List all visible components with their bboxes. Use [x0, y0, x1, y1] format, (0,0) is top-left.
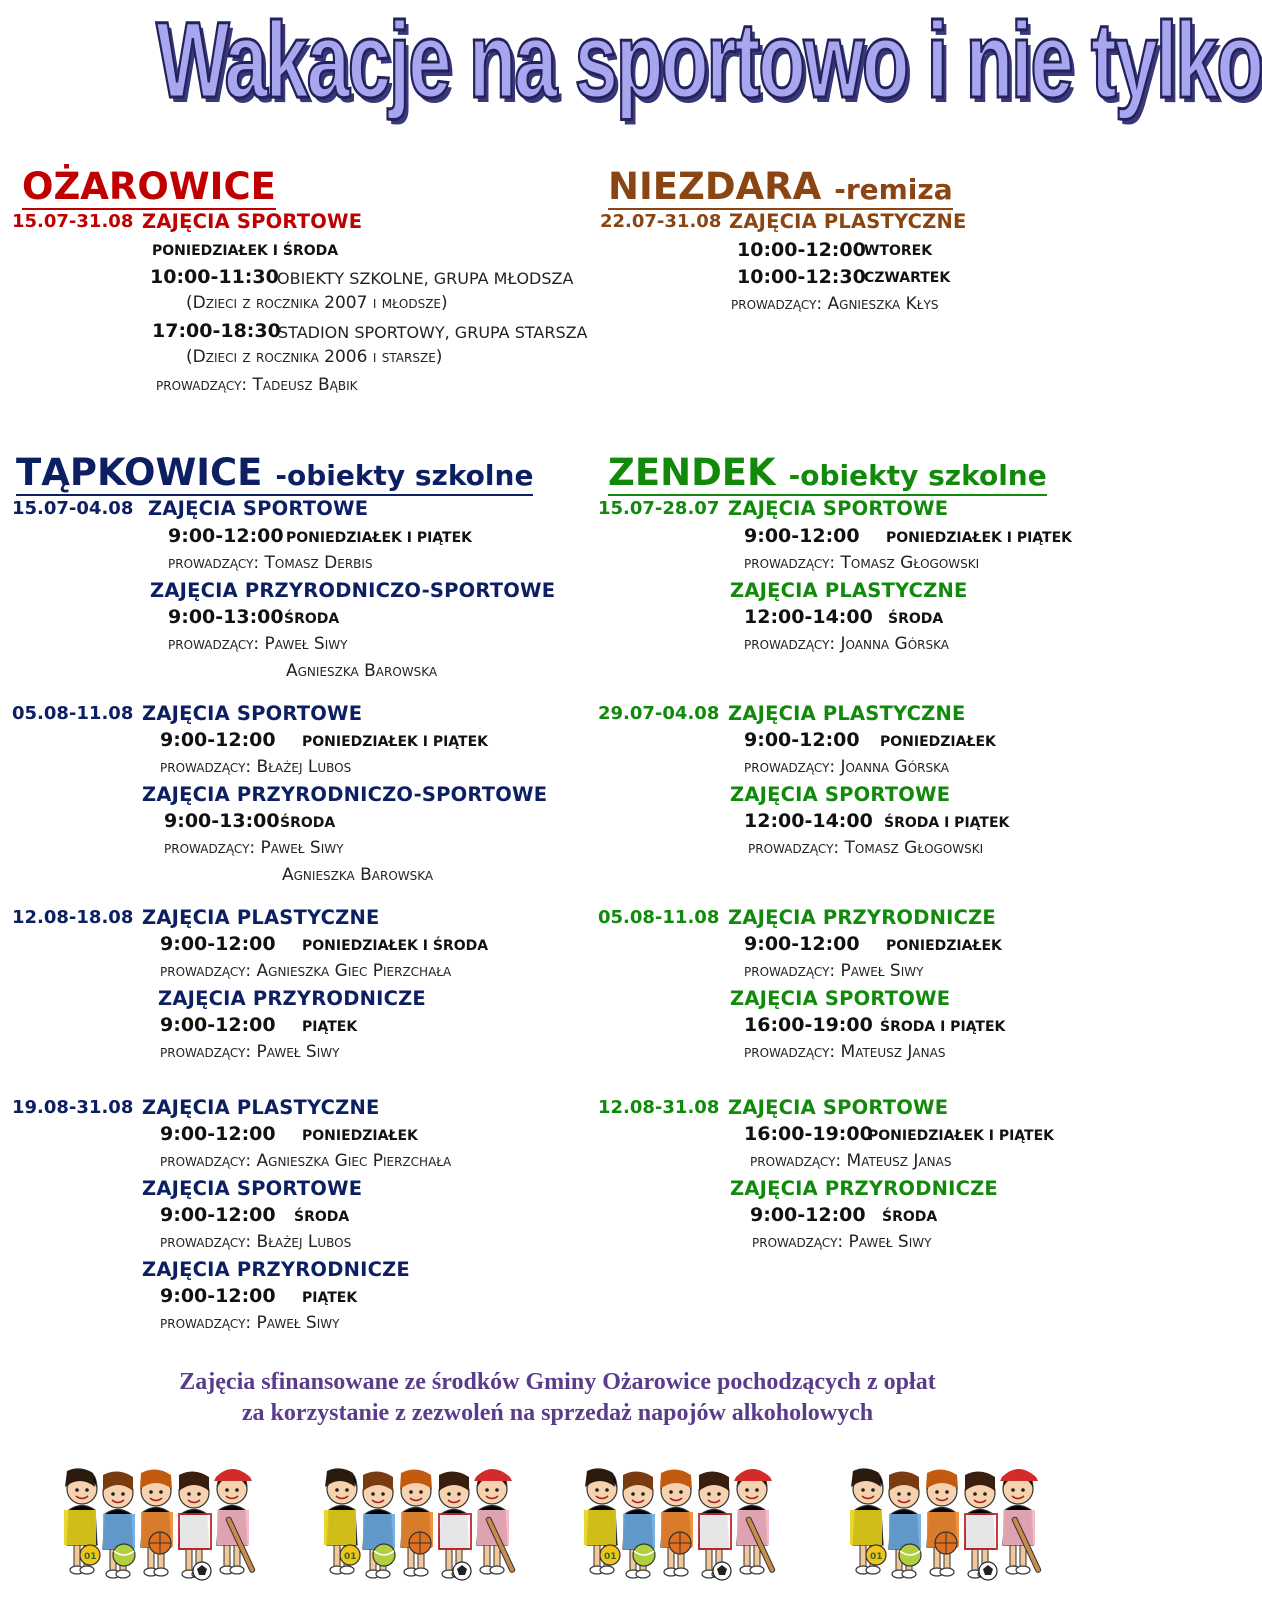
ozarowice-date: 15.07-31.08: [12, 211, 134, 232]
zendek-p1-date: 15.07-28.07: [598, 498, 720, 519]
kids-with-sports-balls-icon: [582, 1455, 782, 1585]
tapkowice-p4-a3-time: 9:00-12:00: [160, 1285, 276, 1307]
tapkowice-p2-a2-day: ŚRODA: [280, 815, 336, 831]
zendek-p4-a2-leader: prowadzący: Paweł Siwy: [752, 1232, 932, 1252]
tapkowice-p4-a1-day: PONIEDZIAŁEK: [302, 1128, 418, 1144]
zendek-p1-activity1: ZAJĘCIA SPORTOWE: [728, 497, 949, 520]
page-title: Wakacje na sportowo i nie tylko: [156, 0, 1262, 120]
zendek-p3-a2-leader: prowadzący: Mateusz Janas: [744, 1042, 946, 1062]
tapkowice-location: -obiekty szkolne: [275, 459, 534, 492]
zendek-p4-activity2: ZAJĘCIA PRZYRODNICZE: [730, 1177, 998, 1200]
tapkowice-p2-date: 05.08-11.08: [12, 703, 134, 724]
zendek-p1-activity2: ZAJĘCIA PLASTYCZNE: [730, 579, 968, 602]
niezdara-slot2-day: CZWARTEK: [864, 270, 951, 286]
niezdara-leader: prowadzący: Agnieszka Kłys: [731, 294, 939, 314]
tapkowice-heading: [16, 451, 534, 494]
zendek-p4-a2-day: ŚRODA: [882, 1209, 938, 1225]
tapkowice-p2-activity2: ZAJĘCIA PRZYRODNICZO-SPORTOWE: [142, 783, 548, 806]
ozarowice-slot2-note: (Dzieci z rocznika 2006 i starsze): [186, 347, 443, 367]
zendek-name: ZENDEK: [608, 451, 776, 494]
funding-note-line2: za korzystanie z zezwoleń na sprzedaż napojów alkoholowych: [241, 1400, 874, 1427]
zendek-p4-a1-time: 16:00-19:00: [744, 1123, 873, 1145]
tapkowice-p4-date: 19.08-31.08: [12, 1097, 134, 1118]
zendek-p1-a2-day: ŚRODA: [888, 611, 944, 627]
zendek-p3-a1-leader: prowadzący: Paweł Siwy: [744, 961, 924, 981]
tapkowice-p2-activity1: ZAJĘCIA SPORTOWE: [142, 702, 363, 725]
zendek-p3-a2-time: 16:00-19:00: [744, 1014, 873, 1036]
tapkowice-p1-a2-day: ŚRODA: [284, 611, 340, 627]
zendek-p3-activity2: ZAJĘCIA SPORTOWE: [730, 987, 951, 1010]
ozarowice-days: PONIEDZIAŁEK I ŚRODA: [152, 243, 339, 259]
tapkowice-p1-date: 15.07-04.08: [12, 498, 134, 519]
zendek-p3-activity1: ZAJĘCIA PRZYRODNICZE: [728, 906, 996, 929]
ozarowice-slot1-note: (Dzieci z rocznika 2007 i młodsze): [186, 293, 448, 313]
tapkowice-p4-a1-leader: prowadzący: Agnieszka Giec Pierzchała: [160, 1151, 452, 1171]
tapkowice-p2-a1-leader: prowadzący: Błażej Lubos: [160, 757, 352, 777]
tapkowice-p4-activity3: ZAJĘCIA PRZYRODNICZE: [142, 1258, 410, 1281]
zendek-location: -obiekty szkolne: [788, 459, 1047, 492]
niezdara-location: -remiza: [834, 173, 953, 206]
tapkowice-p3-date: 12.08-18.08: [12, 907, 134, 928]
zendek-p4-activity1: ZAJĘCIA SPORTOWE: [728, 1096, 949, 1119]
ozarowice-slot2-time: 17:00-18:30: [152, 320, 281, 342]
ozarowice-leader: prowadzący: Tadeusz Bąbik: [156, 375, 358, 395]
tapkowice-p3-a1-time: 9:00-12:00: [160, 933, 276, 955]
zendek-p4-a2-time: 9:00-12:00: [750, 1204, 866, 1226]
tapkowice-p2-a1-time: 9:00-12:00: [160, 729, 276, 751]
tapkowice-p3-a1-day: PONIEDZIAŁEK I ŚRODA: [302, 938, 489, 954]
kids-with-sports-balls-icon: [62, 1455, 262, 1585]
zendek-p3-a1-time: 9:00-12:00: [744, 933, 860, 955]
tapkowice-p3-a2-time: 9:00-12:00: [160, 1014, 276, 1036]
ozarowice-activity: ZAJĘCIA SPORTOWE: [142, 210, 363, 233]
kids-with-sports-balls-icon: [322, 1455, 522, 1585]
zendek-p2-a2-leader: prowadzący: Tomasz Głogowski: [748, 838, 984, 858]
tapkowice-p1-activity2: ZAJĘCIA PRZYRODNICZO-SPORTOWE: [150, 579, 556, 602]
zendek-p2-date: 29.07-04.08: [598, 703, 720, 724]
zendek-p1-a1-day: PONIEDZIAŁEK I PIĄTEK: [886, 530, 1073, 546]
tapkowice-p2-a2-time: 9:00-13:00: [164, 810, 280, 832]
niezdara-slot1-time: 10:00-12:00: [737, 239, 866, 261]
zendek-p1-a1-leader: prowadzący: Tomasz Głogowski: [744, 553, 980, 573]
tapkowice-p3-a2-leader: prowadzący: Paweł Siwy: [160, 1042, 340, 1062]
tapkowice-p2-a2-leader2: Agnieszka Barowska: [282, 865, 434, 885]
tapkowice-p4-a2-day: ŚRODA: [294, 1209, 350, 1225]
niezdara-activity: ZAJĘCIA PLASTYCZNE: [729, 210, 967, 233]
tapkowice-p1-a2-time: 9:00-13:00: [168, 606, 284, 628]
niezdara-date: 22.07-31.08: [600, 211, 722, 232]
zendek-p3-date: 05.08-11.08: [598, 907, 720, 928]
ozarowice-name: OŻAROWICE: [22, 165, 276, 208]
ozarowice-slot1-time: 10:00-11:30: [150, 266, 279, 288]
tapkowice-p1-a1-time: 9:00-12:00: [168, 525, 284, 547]
tapkowice-p4-activity1: ZAJĘCIA PLASTYCZNE: [142, 1096, 380, 1119]
tapkowice-p4-activity2: ZAJĘCIA SPORTOWE: [142, 1177, 363, 1200]
ozarowice-heading: [22, 165, 276, 208]
ozarowice-slot2-place: STADION SPORTOWY, GRUPA STARSZA: [278, 323, 588, 342]
zendek-p1-a1-time: 9:00-12:00: [744, 525, 860, 547]
niezdara-name: NIEZDARA: [608, 165, 822, 208]
tapkowice-p3-a2-day: PIĄTEK: [302, 1019, 358, 1035]
zendek-p2-a1-day: PONIEDZIAŁEK: [880, 734, 996, 750]
zendek-p2-activity2: ZAJĘCIA SPORTOWE: [730, 783, 951, 806]
kids-with-sports-balls-icon: [848, 1455, 1048, 1585]
tapkowice-p4-a2-time: 9:00-12:00: [160, 1204, 276, 1226]
tapkowice-p4-a2-leader: prowadzący: Błażej Lubos: [160, 1232, 352, 1252]
tapkowice-name: TĄPKOWICE: [16, 451, 263, 494]
zendek-p4-a1-leader: prowadzący: Mateusz Janas: [750, 1151, 952, 1171]
tapkowice-p4-a3-day: PIĄTEK: [302, 1290, 358, 1306]
tapkowice-p4-a1-time: 9:00-12:00: [160, 1123, 276, 1145]
zendek-heading: [608, 451, 1047, 494]
zendek-p4-date: 12.08-31.08: [598, 1097, 720, 1118]
tapkowice-p3-activity2: ZAJĘCIA PRZYRODNICZE: [158, 987, 426, 1010]
tapkowice-p4-a3-leader: prowadzący: Paweł Siwy: [160, 1313, 340, 1333]
zendek-p4-a1-day: PONIEDZIAŁEK I PIĄTEK: [868, 1128, 1055, 1144]
tapkowice-p1-a2-leader2: Agnieszka Barowska: [286, 661, 438, 681]
tapkowice-p1-activity1: ZAJĘCIA SPORTOWE: [148, 497, 369, 520]
zendek-p2-a2-time: 12:00-14:00: [744, 810, 873, 832]
zendek-p3-a2-day: ŚRODA I PIĄTEK: [880, 1019, 1006, 1035]
funding-note-line1: Zajęcia sfinansowane ze środków Gminy Ożarowice pochodzących z opłat: [179, 1369, 936, 1395]
tapkowice-p3-activity1: ZAJĘCIA PLASTYCZNE: [142, 906, 380, 929]
niezdara-heading: [608, 165, 953, 208]
zendek-p2-activity1: ZAJĘCIA PLASTYCZNE: [728, 702, 966, 725]
tapkowice-p1-a2-leader: prowadzący: Paweł Siwy: [168, 634, 348, 654]
tapkowice-p1-a1-leader: prowadzący: Tomasz Derbis: [168, 553, 373, 573]
ozarowice-slot1-place: OBIEKTY SZKOLNE, GRUPA MŁODSZA: [277, 269, 574, 288]
zendek-p2-a2-day: ŚRODA I PIĄTEK: [884, 815, 1010, 831]
zendek-p2-a1-time: 9:00-12:00: [744, 729, 860, 751]
zendek-p2-a1-leader: prowadzący: Joanna Górska: [744, 757, 949, 777]
tapkowice-p2-a2-leader: prowadzący: Paweł Siwy: [164, 838, 344, 858]
zendek-p1-a2-time: 12:00-14:00: [744, 606, 873, 628]
zendek-p3-a1-day: PONIEDZIAŁEK: [886, 938, 1002, 954]
funding-note: [0, 1367, 1115, 1429]
tapkowice-p1-a1-day: PONIEDZIAŁEK I PIĄTEK: [286, 530, 473, 546]
tapkowice-p3-a1-leader: prowadzący: Agnieszka Giec Pierzchała: [160, 961, 452, 981]
niezdara-slot2-time: 10:00-12:30: [737, 266, 866, 288]
niezdara-slot1-day: WTOREK: [864, 243, 933, 259]
zendek-p1-a2-leader: prowadzący: Joanna Górska: [744, 634, 949, 654]
tapkowice-p2-a1-day: PONIEDZIAŁEK I PIĄTEK: [302, 734, 489, 750]
